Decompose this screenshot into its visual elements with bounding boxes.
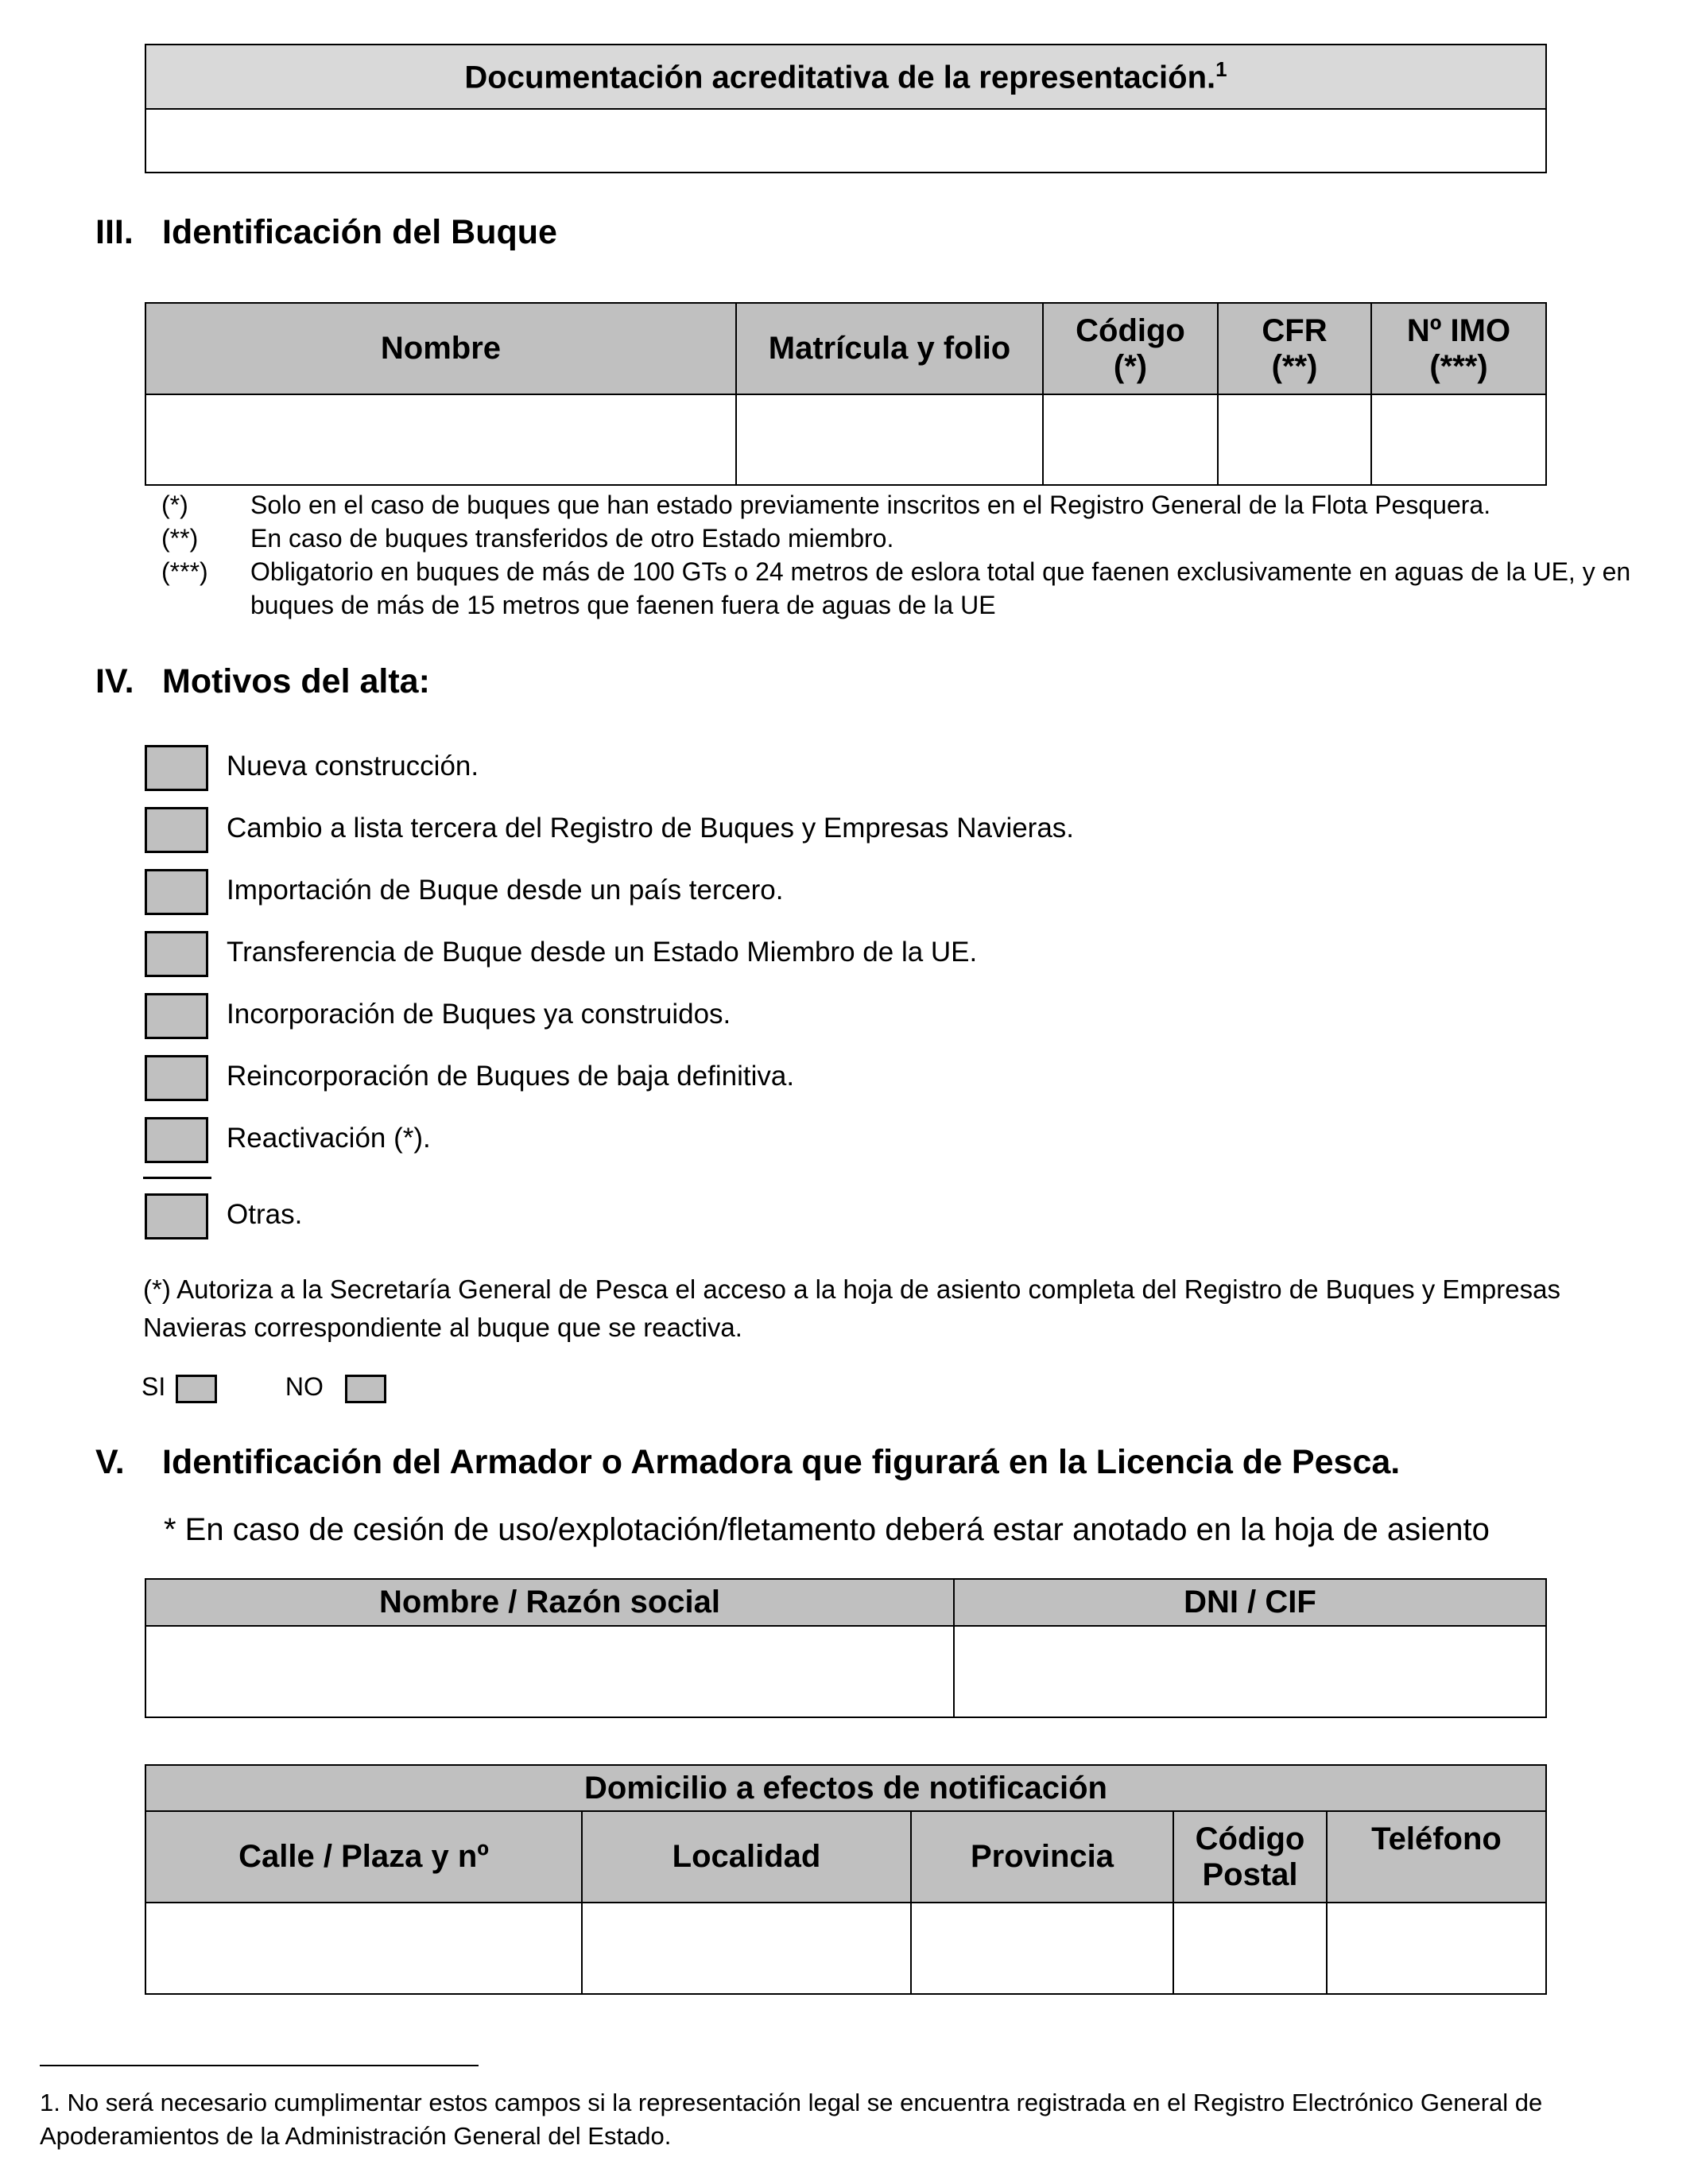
vessel-col-imo: Nº IMO (***) bbox=[1371, 303, 1546, 394]
si-label: SI bbox=[141, 1372, 166, 1401]
option-label: Nueva construcción. bbox=[227, 751, 479, 782]
owner-col-dni: DNI / CIF bbox=[954, 1579, 1546, 1626]
option-label: Otras. bbox=[227, 1199, 303, 1230]
checkbox-transferencia[interactable] bbox=[145, 931, 208, 977]
section-5-subnote: * En caso de cesión de uso/explotación/fletamento deberá estar anotado en la hoja de asiento bbox=[164, 1512, 1490, 1547]
vessel-table bbox=[145, 302, 1547, 486]
vessel-codigo-input[interactable] bbox=[1043, 394, 1218, 485]
checkbox-no[interactable] bbox=[345, 1375, 386, 1403]
vessel-col-nombre: Nombre bbox=[145, 303, 736, 394]
address-col-localidad: Localidad bbox=[582, 1811, 911, 1903]
checkbox-reincorporacion[interactable] bbox=[145, 1055, 208, 1101]
footnote: 1. No será necesario cumplimentar estos campos si la representación legal se encuentra registrada en el Registro Electrónico General de Apoderamientos de la Administración General del Estado. bbox=[40, 2089, 1543, 2150]
address-col-cp: Código Postal bbox=[1173, 1811, 1327, 1903]
address-localidad-input[interactable] bbox=[582, 1903, 911, 1994]
vessel-notes bbox=[161, 488, 1640, 622]
representation-table bbox=[145, 44, 1547, 173]
note-2: (**) En caso de buques transferidos de otro Estado miembro. bbox=[161, 524, 894, 553]
option-label: Transferencia de Buque desde un Estado Miembro de la UE. bbox=[227, 937, 978, 968]
address-col-provincia: Provincia bbox=[911, 1811, 1173, 1903]
owner-nombre-input[interactable] bbox=[145, 1626, 954, 1717]
address-calle-input[interactable] bbox=[145, 1903, 582, 1994]
vessel-cfr-input[interactable] bbox=[1218, 394, 1371, 485]
vessel-col-codigo: Código (*) bbox=[1043, 303, 1218, 394]
representation-input-cell[interactable] bbox=[145, 109, 1546, 173]
footnote-separator bbox=[40, 2065, 479, 2066]
vessel-imo-input[interactable] bbox=[1371, 394, 1546, 485]
owner-table bbox=[145, 1578, 1547, 1718]
vessel-matricula-input[interactable] bbox=[736, 394, 1043, 485]
address-col-calle: Calle / Plaza y nº bbox=[145, 1811, 582, 1903]
option-label: Reincorporación de Buques de baja definitiva. bbox=[227, 1061, 795, 1092]
section-5-heading: V. Identificación del Armador o Armadora que figurará en la Licencia de Pesca. bbox=[95, 1443, 1401, 1481]
section-3-heading: III. Identificación del Buque bbox=[95, 213, 557, 251]
checkbox-cambio-lista[interactable] bbox=[145, 807, 208, 853]
separator-line bbox=[143, 1177, 211, 1179]
checkbox-reactivacion[interactable] bbox=[145, 1117, 208, 1163]
option-label: Reactivación (*). bbox=[227, 1123, 431, 1154]
checkbox-si[interactable] bbox=[176, 1375, 217, 1403]
note-1: (*) Solo en el caso de buques que han estado previamente inscritos en el Registro General de la Flota Pesquera. bbox=[161, 491, 1491, 519]
authorization-text: (*) Autoriza a la Secretaría General de Pesca el acceso a la hoja de asiento completa del Registro de Buques y Empresas Navieras correspondiente al buque que se reactiva. bbox=[143, 1274, 1560, 1342]
address-provincia-input[interactable] bbox=[911, 1903, 1173, 1994]
vessel-nombre-input[interactable] bbox=[145, 394, 736, 485]
owner-col-nombre: Nombre / Razón social bbox=[145, 1579, 954, 1626]
checkbox-incorporacion[interactable] bbox=[145, 993, 208, 1039]
address-table bbox=[145, 1764, 1547, 1995]
address-telefono-input[interactable] bbox=[1327, 1903, 1546, 1994]
address-title: Domicilio a efectos de notificación bbox=[145, 1765, 1546, 1811]
checkbox-importacion[interactable] bbox=[145, 869, 208, 915]
section-4-heading: IV. Motivos del alta: bbox=[95, 662, 430, 700]
no-label: NO bbox=[285, 1372, 324, 1401]
option-label: Importación de Buque desde un país tercero. bbox=[227, 875, 784, 906]
representation-title: Documentación acreditativa de la representación.$^1$ bbox=[145, 45, 1546, 109]
option-label: Incorporación de Buques ya construidos. bbox=[227, 999, 731, 1030]
address-col-telefono: Teléfono bbox=[1327, 1811, 1546, 1903]
option-label: Cambio a lista tercera del Registro de Buques y Empresas Navieras. bbox=[227, 813, 1075, 844]
si-no-group bbox=[141, 1372, 386, 1403]
footnote-ref: 1 bbox=[1215, 57, 1227, 82]
note-3-cont: buques de más de 15 metros que faenen fuera de aguas de la UE bbox=[250, 591, 996, 619]
checkbox-nueva-construccion[interactable] bbox=[145, 745, 208, 791]
address-cp-input[interactable] bbox=[1173, 1903, 1327, 1994]
checkbox-otras[interactable] bbox=[145, 1193, 208, 1239]
vessel-col-matricula: Matrícula y folio bbox=[736, 303, 1043, 394]
vessel-col-cfr: CFR (**) bbox=[1218, 303, 1371, 394]
note-3: (***) Obligatorio en buques de más de 100 GTs o 24 metros de eslora total que faenen exclusivamente en aguas de la UE, y en bbox=[161, 557, 1631, 586]
owner-dni-input[interactable] bbox=[954, 1626, 1546, 1717]
